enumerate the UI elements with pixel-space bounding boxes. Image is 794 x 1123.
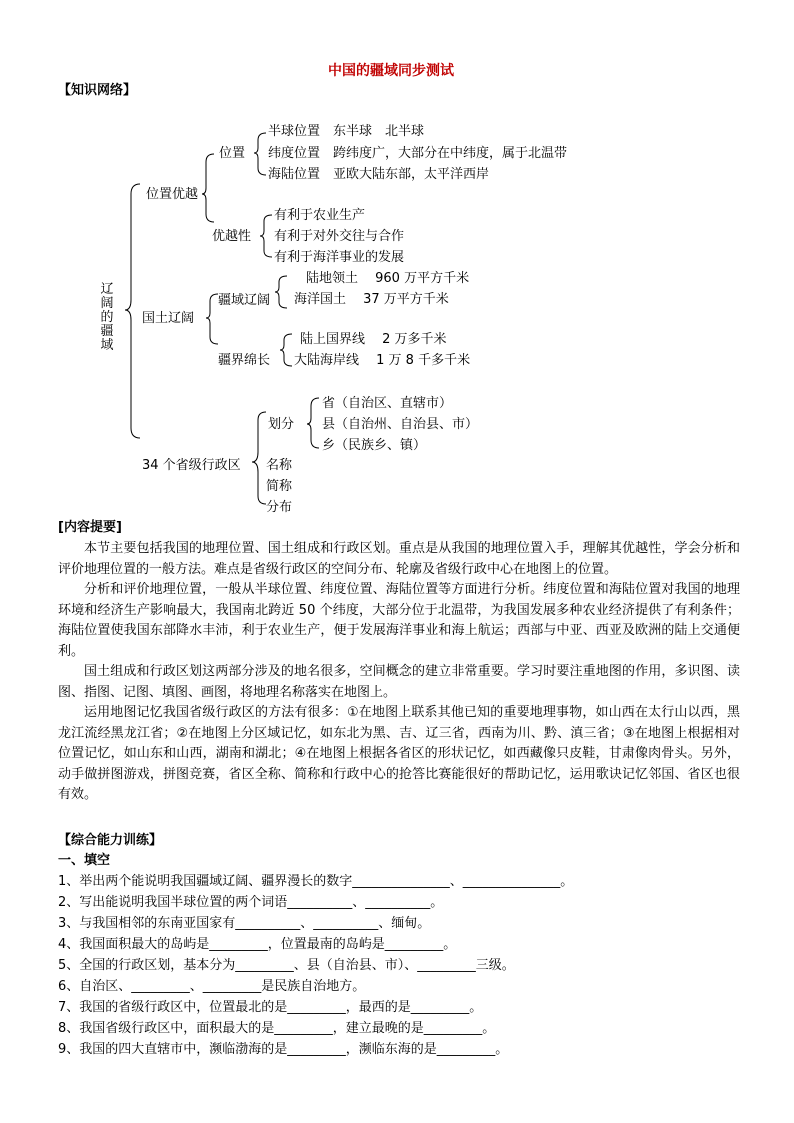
question-item: 4、我国面积最大的岛屿是_________，位置最南的岛屿是_________。 <box>58 937 457 952</box>
tree-position-item: 海陆位置 亚欧大陆东部，太平洋西岸 <box>268 167 490 182</box>
tree-vast-item: 海洋国土 37 万平方千米 <box>294 292 449 307</box>
section-fill-in: 一、填空 <box>58 853 111 868</box>
tree-division-item: 省（自治区、直辖市） <box>322 396 453 411</box>
question-item: 3、与我国相邻的东南亚国家有__________、__________、缅甸。 <box>58 916 431 931</box>
section-training: 【综合能力训练】 <box>58 833 163 848</box>
tree-territory-label: 国土辽阔 <box>142 311 195 326</box>
tree-position-label: 位置 <box>219 146 246 161</box>
tree-provinces-item: 简称 <box>266 479 293 494</box>
tree-division-item: 乡（民族乡、镇） <box>322 438 427 453</box>
question-item: 1、举出两个能说明我国疆域辽阔、疆界漫长的数字_______________、_______________。 <box>58 874 574 889</box>
summary-paragraph: 分析和评价地理位置，一般从半球位置、纬度位置、海陆位置等方面进行分析。纬度位置和海陆位置对我国的地理环境和经济生产影响最大，我国南北跨近 50 个纬度，大部分位于北温带，为我国发展多种农业经济提供了有利条件；海陆位置使我国东部降水丰沛，利于农业生产，便于发展海洋事业和海上航运；西部与中亚、西亚及欧洲的陆上交通便利。 <box>58 582 740 659</box>
question-item: 2、写出能说明我国半球位置的两个词语__________、__________。 <box>58 895 444 910</box>
tree-advantage-label: 优越性 <box>212 229 252 244</box>
summary-paragraph: 本节主要包括我国的地理位置、国土组成和行政区划。重点是从我国的地理位置入手，理解其优越性，学会分析和评价地理位置的一般方法。难点是省级行政区的空间分布、轮廓及省级行政中心在地图上的位置。 <box>58 541 740 577</box>
question-item: 5、全国的行政区划，基本分为_________、县（自治县、市）、_________三级。 <box>58 958 515 973</box>
section-knowledge-network: 【知识网络】 <box>58 83 137 98</box>
tree-border-item: 大陆海岸线 1 万 8 千多千米 <box>294 353 471 368</box>
section-content-summary: [内容提要] <box>58 520 122 535</box>
tree-position-item: 半球位置 东半球 北半球 <box>268 124 425 139</box>
tree-vast-label: 疆域辽阔 <box>218 293 271 308</box>
tree-provinces-item: 分布 <box>266 500 293 515</box>
tree-provinces-item: 名称 <box>266 458 293 473</box>
tree-root-label: 辽阔的疆域 <box>100 282 114 353</box>
question-item: 9、我国的四大直辖市中，濒临渤海的是_________，濒临东海的是_________。 <box>58 1042 509 1057</box>
tree-border-label: 疆界绵长 <box>218 353 271 368</box>
tree-border-item: 陆上国界线 2 万多千米 <box>300 332 447 347</box>
tree-division-label: 划分 <box>268 417 295 432</box>
summary-paragraph: 运用地图记忆我国省级行政区的方法有很多：①在地图上联系其他已知的重要地理事物，如山西在太行山以西，黑龙江流经黑龙江省；②在地图上分区域记忆，如东北为黑、吉、辽三省，西南为川、黔、滇三省；③在地图上根据相对位置记忆，如山东和山西，湖南和湖北；④在地图上根据各省区的形状记忆，如西藏像只皮鞋，甘肃像肉骨头。另外，动手做拼图游戏，拼图竞赛，省区全称、简称和行政中心的抢答比赛能很好的帮助记忆，运用歌诀记忆邻国、省区也很有效。 <box>58 705 740 802</box>
tree-advantage-item: 有利于农业生产 <box>274 208 366 223</box>
summary-paragraph: 国土组成和行政区划这两部分涉及的地名很多，空间概念的建立非常重要。学习时要注重地图的作用，多识图、读图、指图、记图、填图、画图，将地理名称落实在地图上。 <box>58 664 740 700</box>
tree-location-label: 位置优越 <box>146 187 199 202</box>
question-item: 7、我国的省级行政区中，位置最北的是_________，最西的是_________。 <box>58 1000 483 1015</box>
question-item: 8、我国省级行政区中，面积最大的是_________，建立最晚的是_________。 <box>58 1021 496 1036</box>
tree-position-item: 纬度位置 跨纬度广，大部分在中纬度，属于北温带 <box>268 146 568 161</box>
tree-advantage-item: 有利于对外交往与合作 <box>274 229 405 244</box>
tree-advantage-item: 有利于海洋事业的发展 <box>274 250 405 265</box>
question-item: 6、自治区、_________、_________是民族自治地方。 <box>58 979 366 994</box>
tree-division-item: 县（自治州、自治县、市） <box>322 417 479 432</box>
tree-provinces-label: 34 个省级行政区 <box>142 458 241 473</box>
tree-vast-item: 陆地领土 960 万平方千米 <box>306 271 470 286</box>
page-title: 中国的疆域同步测试 <box>328 63 454 79</box>
